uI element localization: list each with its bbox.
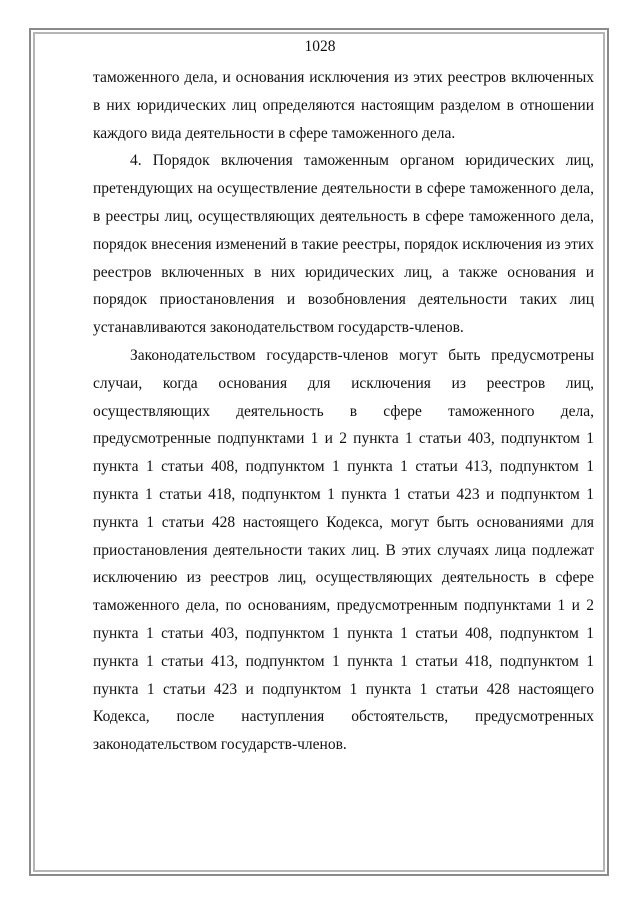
paragraph-legislation: Законодательством государств-членов могут быть предусмотрены случаи, когда основания для исключения из реестров лиц, осуществляющих деятельность в сфере таможенного дела, предусмотренные подпунктами 1 и 2 пункта 1 статьи 403, подпунктом 1 пункта 1 статьи 408, подпунктом 1 пункта 1 статьи 413, подпунктом 1 пункта 1 статьи 418, подпунктом 1 пункта 1 статьи 423 и подпунктом 1 пункта 1 статьи 428 настоящего Кодекса, могут быть основаниями для приостановления деятельности таких лиц. В этих случаях лица подлежат исключению из реестров лиц, осуществляющих деятельность в сфере таможенного дела, по основаниям, предусмотренным подпунктами 1 и 2 пункта 1 статьи 403, подпунктом 1 пункта 1 статьи 408, подпунктом 1 пункта 1 статьи 413, подпунктом 1 пункта 1 статьи 418, подпунктом 1 пункта 1 статьи 423 и подпунктом 1 пункта 1 статьи 428 настоящего Кодекса, после наступления обстоятельств, предусмотренных законодательством государств-членов. <box>93 346 594 754</box>
page-number: 1028 <box>304 38 336 55</box>
document-body <box>93 64 594 759</box>
paragraph-item-4: 4. Порядок включения таможенным органом юридических лиц, претендующих на осуществление деятельности в сфере таможенного дела, в реестры лиц, осуществляющих деятельность в сфере таможенного дела, порядок внесения изменений в такие реестры, порядок исключения из этих реестров включенных в них юридических лиц, а также основания и порядок приостановления и возобновления деятельности таких лиц устанавливаются законодательством государств-членов. <box>93 152 594 337</box>
paragraph-continuation: таможенного дела, и основания исключения из этих реестров включенных в них юридических лиц определяются настоящим разделом в отношении каждого вида деятельности в сфере таможенного дела. <box>93 69 594 142</box>
